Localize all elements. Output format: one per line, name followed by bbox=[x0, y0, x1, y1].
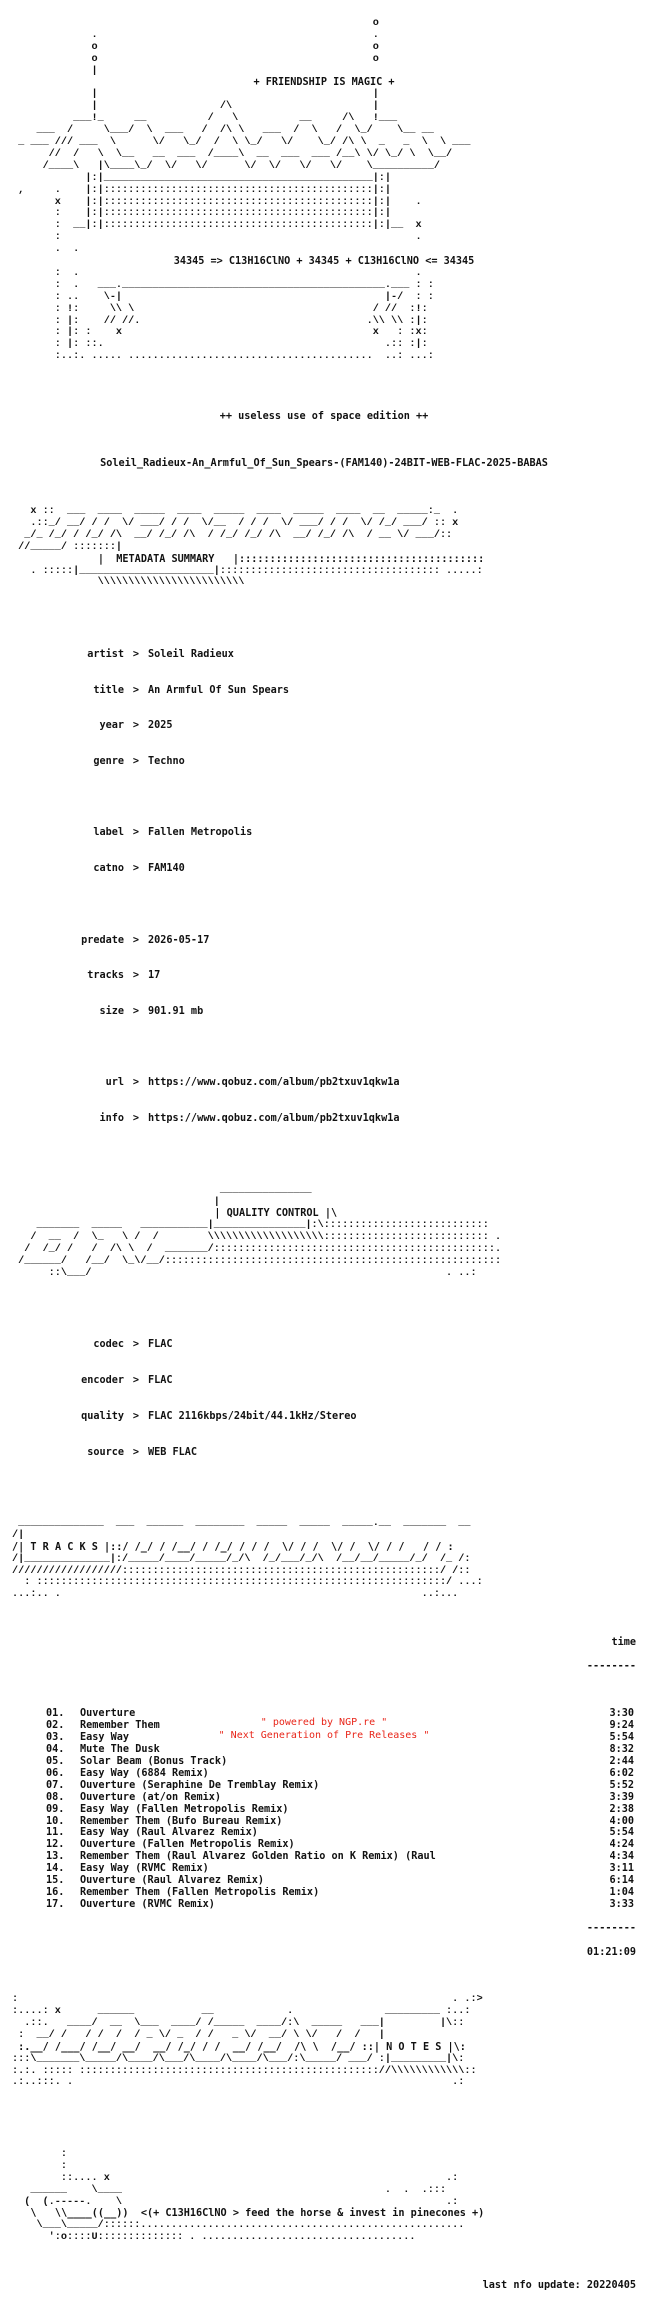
track-number: 07. bbox=[46, 1779, 65, 1791]
track-title: Remember Them (Raul Alvarez Golden Ratio on K Remix) (Raul bbox=[80, 1851, 436, 1863]
track-number: 10. bbox=[46, 1815, 65, 1827]
track-number: 02. bbox=[46, 1720, 65, 1732]
quality-encoder: encoder > FLAC bbox=[81, 1375, 173, 1387]
ascii-logo-top: o . . o o o o | bbox=[91, 17, 379, 77]
track-time: 5:54 bbox=[609, 1827, 634, 1839]
track-title: Easy Way (Raul Alvarez Remix) bbox=[80, 1827, 258, 1839]
ascii-banner-tracks-art: /|______________|:/_____/____/_____/_/\ /_/___/_/\ /__/__/_____/_/ /_ /: //////////////////::::::::::::::::::::::::::::::::::::::::::::::::::::/ /:: : :::::::::::::::::::::::::::::::::::::::::::::::::::::::::::::::::::/ ...: ...:.. . ..:... bbox=[12, 1553, 483, 1601]
nfo-document bbox=[12, 6, 636, 2304]
release-name: Soleil_Radieux-An_Armful_Of_Sun_Spears-(FAM140)-24BIT-WEB-FLAC-2025-BABAS bbox=[100, 458, 548, 470]
track-number: 09. bbox=[46, 1803, 65, 1815]
meta-label: label > Fallen Metropolis bbox=[93, 827, 253, 839]
track-time: 3:30 bbox=[609, 1708, 634, 1720]
notes-slogan: <(+ C13H16ClNO > feed the horse & invest in pinecones +) bbox=[140, 2208, 485, 2220]
time-column-header: time bbox=[611, 1636, 636, 1648]
track-number: 11. bbox=[46, 1827, 65, 1839]
track-row bbox=[46, 1899, 634, 1911]
track-row bbox=[46, 1792, 634, 1804]
meta-artist: artist > Soleil Radieux bbox=[87, 648, 234, 660]
notes-slogan-line: \ \\____((__)) <(+ C13H16ClNO > feed the horse & invest in pinecones +) bbox=[12, 2208, 485, 2220]
header-title: + FRIENDSHIP IS MAGIC + bbox=[253, 77, 395, 89]
track-time: 5:54 bbox=[609, 1732, 634, 1744]
track-title: Ouverture (RVMC Remix) bbox=[80, 1898, 215, 1910]
track-number: 17. bbox=[46, 1898, 65, 1910]
ascii-banner-metadata: x :: ___ ____ _____ ____ _____ ____ _____ ____ __ _____:_ . .::_/ __/ / / \/ ___/ / / \/__ / / / \/ ___/ / / \/ /_/ ___/ :: x _/_ /_/ / /_/ /\ __/ /_/ /\ / /_/ /_/ /\ __/ /_/ /\ / __ \/ ___/:: //_____/ :::::::| bbox=[18, 506, 459, 553]
track-number: 12. bbox=[46, 1839, 65, 1851]
meta-tracks: tracks > 17 bbox=[87, 970, 161, 982]
reaction-formula: 34345 => C13H16ClNO + 34345 + C13H16ClNO <= 34345 bbox=[173, 256, 475, 268]
ascii-logo-base: : . . : . ___.___________________________________________.___ : : : .. \-| |-/ : : : !: \\ \ / // :!: : |: // //. .\\ \\ :|: : |: : x x : :x: : |: ::. .:: :|: :..:. ..... ........................................ ..: ...: bbox=[54, 267, 434, 363]
track-time: 8:32 bbox=[609, 1744, 634, 1756]
track-title: Remember Them bbox=[80, 1720, 160, 1732]
track-row bbox=[46, 1827, 634, 1839]
meta-info: info > https://www.qobuz.com/album/pb2txuv1qkw1a bbox=[12, 1113, 636, 1125]
track-title: Easy Way bbox=[80, 1732, 130, 1744]
track-number: 03. bbox=[46, 1732, 65, 1744]
track-number: 04. bbox=[46, 1744, 65, 1756]
track-row bbox=[46, 1863, 634, 1875]
track-row bbox=[46, 1804, 634, 1816]
track-time: 2:44 bbox=[609, 1756, 634, 1768]
track-title: Mute The Dusk bbox=[80, 1744, 160, 1756]
track-title: Remember Them (Fallen Metropolis Remix) bbox=[80, 1887, 320, 1898]
meta-catno: catno > FAM140 bbox=[93, 863, 185, 875]
section-quality-title: QUALITY CONTROL bbox=[226, 1208, 319, 1220]
footer-powered-by: " powered by NGP.re " bbox=[260, 1717, 388, 1728]
meta-title: title > An Armful Of Sun Spears bbox=[93, 684, 290, 696]
meta-genre: genre > Techno bbox=[93, 756, 185, 768]
track-time: 3:11 bbox=[609, 1863, 634, 1875]
track-number: 14. bbox=[46, 1863, 65, 1875]
track-time: 5:52 bbox=[609, 1779, 634, 1791]
track-number: 05. bbox=[46, 1756, 65, 1768]
track-time: 3:39 bbox=[609, 1791, 634, 1803]
section-quality-line: | QUALITY CONTROL |\ bbox=[12, 1208, 338, 1220]
quality-quality: quality > FLAC 2116kbps/24bit/44.1kHz/Stereo bbox=[81, 1410, 357, 1422]
track-time: 2:38 bbox=[609, 1803, 634, 1815]
section-tracks-title: T R A C K S bbox=[30, 1541, 98, 1553]
track-row bbox=[46, 1768, 634, 1780]
info-link[interactable]: https://www.qobuz.com/album/pb2txuv1qkw1a bbox=[148, 1113, 400, 1125]
meta-size: size > 901.91 mb bbox=[99, 1006, 204, 1018]
track-time: 4:34 bbox=[609, 1851, 634, 1863]
track-title: Ouverture bbox=[80, 1708, 136, 1720]
track-title: Ouverture (Fallen Metropolis Remix) bbox=[80, 1839, 295, 1851]
time-rule-bottom: -------- bbox=[586, 1922, 636, 1934]
ascii-horse: : : ::.... x .: ______ \____ . . .::: ( (.-----. \ .: bbox=[24, 2148, 459, 2208]
meta-url: url > https://www.qobuz.com/album/pb2txuv1qkw1a bbox=[12, 1077, 636, 1089]
track-time: 3:33 bbox=[609, 1898, 634, 1910]
ascii-banner-notes-art: :::\_______\_____/\____/\___/\____/\____/\___/:\_____/ ___/ :|_________|\: :.:. ::::: ::::::::::::::::::::::::::::::::::::::::::::::::://\\\\\\\\\\\\:: .:..:::. . .: bbox=[12, 2053, 477, 2089]
section-notes-title: N O T E S bbox=[386, 2041, 442, 2053]
track-number: 16. bbox=[46, 1887, 65, 1898]
track-title: Easy Way (Fallen Metropolis Remix) bbox=[80, 1803, 289, 1815]
track-number: 01. bbox=[46, 1708, 65, 1720]
url-link[interactable]: https://www.qobuz.com/album/pb2txuv1qkw1a bbox=[148, 1077, 400, 1089]
track-row bbox=[46, 1887, 634, 1899]
section-tracks-line: /| T R A C K S |::/ /_/ / /__/ / /_/ / / / \/ / / \/ / \/ / / / / : bbox=[12, 1541, 454, 1553]
time-rule-top: -------- bbox=[586, 1660, 636, 1672]
track-title: Solar Beam (Bonus Track) bbox=[80, 1756, 228, 1768]
ascii-logo-castle: | | | /\ | ___!_ __ / \ __ /\ !___ ___ / \___/ \ ___ / /\ \ ___ / \ / \_/ \__ __ _ ___ /// ___ \ \/ \_/ / \ \_/ \/ \_/ /\ \ _ _ \ \ ___ // / \ \__ __ ___ /____\ __ ___ ___ /__\ \/ \_/ \ \__/ /____\ |\____\_/ \/ \/ \/ \/ \/ \/ \__________/ |:|____________________________________________|:| , . |:|::::::::::::::::::::::::::::::::::::::::::::|:| x |:|::::::::::::::::::::::::::::::::::::::::::::|:| . : |:|::::::::::::::::::::::::::::::::::::::::::::|:| : __|:|::::::::::::::::::::::::::::::::::::::::::::|:|__ x : . . . bbox=[18, 89, 471, 256]
track-title: Ouverture (Raul Alvarez Remix) bbox=[80, 1875, 265, 1887]
track-number: 08. bbox=[46, 1791, 65, 1803]
meta-predate: predate > 2026-05-17 bbox=[81, 934, 210, 946]
track-time: 4:24 bbox=[609, 1839, 634, 1851]
section-metadata-line: | METADATA SUMMARY |:::::::::::::::::::::::::::::::::::::::: bbox=[12, 553, 485, 565]
ascii-banner-quality-art: _______ _____ ___________|_______________|:\::::::::::::::::::::::::::: / __ / \_ \ / / \\\\\\\\\\\\\\\\\\\::::::::::::::::::::::::::: . / /_/ / / /\ \ / _______/::::::::::::::::::::::::::::::::::::::::::::::. /______/ /__/ \_\/__/::::::::::::::::::::::::::::::::::::::::::::::::::::::: ::\___/ . ..: bbox=[18, 1220, 502, 1279]
track-number: 15. bbox=[46, 1875, 65, 1887]
section-metadata-title: METADATA SUMMARY bbox=[116, 553, 215, 565]
track-title: Easy Way (6884 Remix) bbox=[80, 1767, 209, 1779]
track-time: 4:00 bbox=[609, 1815, 634, 1827]
track-time: 9:24 bbox=[609, 1720, 634, 1732]
meta-year: year > 2025 bbox=[99, 720, 173, 732]
track-time: 6:14 bbox=[609, 1875, 634, 1887]
ascii-banner-quality: _______________ | bbox=[213, 1184, 312, 1208]
track-title: Ouverture (Seraphine De Tremblay Remix) bbox=[80, 1779, 320, 1791]
track-number: 06. bbox=[46, 1767, 65, 1779]
metadata-list bbox=[12, 625, 636, 1137]
track-title: Easy Way (RVMC Remix) bbox=[80, 1863, 209, 1875]
quality-codec: codec > FLAC bbox=[93, 1339, 173, 1351]
footer-tagline: " Next Generation of Pre Releases " bbox=[218, 1730, 430, 1741]
track-row bbox=[46, 1851, 634, 1863]
section-notes-line: :.__/ /___/ /__/ __/ __/ /_/ / / __/ /__/ /\ \ /__/ ::| N O T E S |\: bbox=[12, 2041, 466, 2053]
total-time: 01:21:09 bbox=[586, 1946, 636, 1958]
track-title: Ouverture (at/on Remix) bbox=[80, 1791, 222, 1803]
track-row bbox=[46, 1875, 634, 1887]
ascii-horse-base: \___\_____/::::::..................................................... ':o::::U:::::::::::::: . ................................... bbox=[36, 2220, 465, 2244]
track-row bbox=[46, 1839, 634, 1851]
ascii-banner-metadata-bottom: . :::::|______________________|:::::::::::::::::::::::::::::::::::: .....: \\\\\\\\\\\\\\\\\\\\\\\\ bbox=[30, 565, 483, 589]
track-row bbox=[46, 1744, 634, 1756]
track-title: Remember Them (Bufo Bureau Remix) bbox=[80, 1815, 283, 1827]
track-row bbox=[46, 1780, 634, 1792]
track-time: 1:04 bbox=[609, 1887, 634, 1898]
track-row bbox=[46, 1756, 634, 1768]
edition-line: ++ useless use of space edition ++ bbox=[219, 410, 429, 422]
track-number: 13. bbox=[46, 1851, 65, 1863]
track-row bbox=[46, 1816, 634, 1828]
footer bbox=[0, 1716, 648, 1742]
last-update: last nfo update: 20220405 bbox=[482, 2279, 636, 2291]
track-time: 6:02 bbox=[609, 1767, 634, 1779]
ascii-banner-tracks: ______________ ___ ______ ________ _____ _____ _____.__ _______ __ /| bbox=[12, 1517, 471, 1541]
ascii-banner-notes: : . .:> :....: x ______ __ . _________ :..: .::. ____/ __ \___ ____/ /_____ ____/:\ _____ ___| |\:: : __/ / / / / / _ \/ _ / / _ \/ __/ \ \/ / / | bbox=[12, 1994, 483, 2041]
quality-source: source > WEB FLAC bbox=[87, 1446, 198, 1458]
quality-list bbox=[12, 1316, 636, 1471]
